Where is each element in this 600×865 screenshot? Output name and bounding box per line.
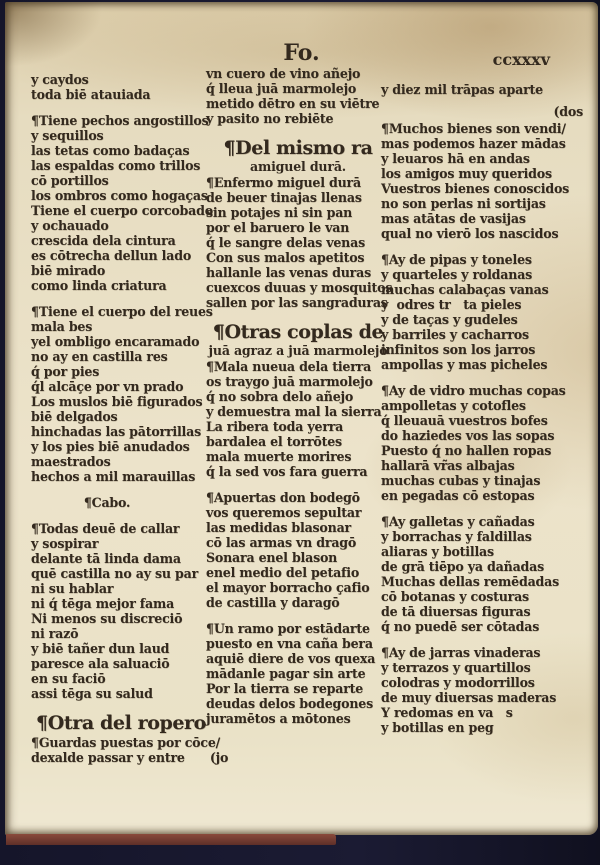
text-line: ni razō	[31, 626, 79, 641]
verse-block	[381, 121, 583, 241]
text-line: mādanle pagar sin arte	[206, 666, 366, 681]
text-line: y botillas en peg	[381, 720, 494, 735]
text-line: cō botanas y costuras	[381, 589, 529, 604]
text-line: quē castilla no ay su par	[31, 566, 199, 581]
text-line: mas atātas de vasijas	[381, 211, 526, 226]
text-line: Sonara enel blason	[206, 550, 338, 565]
text-line: hallarā vr̃as albajas	[381, 458, 515, 473]
text-line: las espaldas como trillos	[31, 158, 201, 173]
text-column-right	[381, 82, 583, 746]
verse-block	[381, 82, 583, 97]
text-line: deudas delos bodegones	[206, 696, 373, 711]
section-heading	[206, 321, 390, 358]
text-line: aliaras y botillas	[381, 544, 494, 559]
text-column-left	[31, 72, 229, 776]
text-line: ¶Ay de jarras vinaderas	[381, 645, 541, 660]
text-line: Tiene el cuerpo corcobado	[31, 203, 213, 218]
text-line: toda biē atauiada	[31, 87, 151, 102]
text-line: ¶Guardas puestas por cōce/	[31, 735, 221, 750]
text-line: q́ la sed vos fara guerra	[206, 464, 368, 479]
text-line: ¶Tiene pechos angostillos	[31, 113, 209, 128]
text-line: q́l alcāçe por vn prado	[31, 379, 184, 394]
text-line: Con sus malos apetitos	[206, 250, 365, 265]
text-line: y quarteles y roldanas	[381, 267, 533, 282]
verse-block	[206, 490, 390, 610]
text-line: sin potajes ni sin pan	[206, 205, 353, 220]
text-line: en su faciō	[31, 671, 106, 686]
text-line: ni q́ tēga mejor fama	[31, 596, 175, 611]
text-line: yel ombligo encaramado	[31, 334, 200, 349]
text-line: ampollas y mas picheles	[381, 357, 548, 372]
text-line: ¶Todas deuē de callar	[31, 521, 180, 536]
text-line: y borrachas y faldillas	[381, 529, 532, 544]
text-line: puesto en vna caña bera	[206, 636, 373, 651]
text-line: ¶Ay de vidro muchas copas	[381, 383, 566, 398]
text-line: y los pies biē anudados	[31, 439, 190, 454]
text-line: y leuaros hā en andas	[381, 151, 530, 166]
text-line: q́ no sobra delo añejo	[206, 389, 354, 404]
heading-subtext: juā agraz a juā marmolejo	[208, 343, 388, 358]
text-line: q́ lleuauā vuestros bofes	[381, 413, 548, 428]
text-line: hechos a mil marauillas	[31, 469, 196, 484]
text-line: de grā tiēpo ya dañadas	[381, 559, 544, 574]
text-line: y terrazos y quartillos	[381, 660, 531, 675]
text-line: y de taças y gudeles	[381, 312, 518, 327]
verse-block	[381, 383, 583, 503]
text-line: bardalea el torrōtes	[206, 434, 342, 449]
verse-block	[206, 359, 390, 479]
text-line: cō las armas vn dragō	[206, 535, 357, 550]
text-line: las medidas blasonar	[206, 520, 351, 535]
text-line: y demuestra mal la sierra	[206, 404, 382, 419]
text-line: Vuestros bienes conoscidos	[381, 181, 570, 196]
text-line: crescida dela cintura	[31, 233, 176, 248]
text-line: cō portillos	[31, 173, 109, 188]
text-line: q́ no puedē ser cōtadas	[381, 619, 540, 634]
centered-caption	[31, 495, 211, 510]
text-line: los ombros como hogaças	[31, 188, 208, 203]
text-line: hallanle las venas duras	[206, 265, 371, 280]
text-line: y sospirar	[31, 536, 99, 551]
verse-block	[31, 304, 211, 484]
text-line: Puesto q́ no hallen ropas	[381, 443, 552, 458]
text-line: q́ lleua juā marmolejo	[206, 81, 357, 96]
text-line: ¶Apuertas don bodegō	[206, 490, 360, 505]
heading-text: ¶Del mismo ra	[223, 137, 373, 159]
text-line: hinchadas las pātorrillas	[31, 424, 201, 439]
text-line: dexalde passar y entre (jo	[31, 750, 229, 765]
section-heading	[31, 712, 211, 734]
text-line: ni su hablar	[31, 581, 114, 596]
text-line: ¶Tiene el cuerpo del reues	[31, 304, 213, 319]
text-line: metido dētro en su viētre	[206, 96, 380, 111]
text-line: mas podemos hazer mādas	[381, 136, 566, 151]
text-line: ¶Ay de pipas y toneles	[381, 252, 532, 267]
text-line: qual no vierō los nascidos	[381, 226, 559, 241]
text-line: vn cuero de vino añejo	[206, 66, 361, 81]
text-line: el mayor borracho çafio	[206, 580, 370, 595]
heading-subtext: amiguel durā.	[250, 159, 346, 174]
text-line: Muchas dellas remēdadas	[381, 574, 559, 589]
text-line: q́ le sangre delas venas	[206, 235, 365, 250]
text-line: por el baruero le van	[206, 220, 350, 235]
text-line: es cōtrecha dellun lado	[31, 248, 192, 263]
folio-label: Fo.	[283, 40, 320, 66]
verse-block	[31, 521, 211, 701]
text-line: Los muslos biē figurados	[31, 394, 203, 409]
text-line: mala muerte morires	[206, 449, 352, 464]
verse-block	[381, 252, 583, 372]
text-line: las tetas como badaças	[31, 143, 190, 158]
text-line: de tā diuersas figuras	[381, 604, 531, 619]
text-line: muchas calabaças vanas	[381, 282, 549, 297]
text-line: muchas cubas y tinajas	[381, 473, 541, 488]
text-line: y odres tr ta pieles	[381, 297, 522, 312]
text-line: de muy diuersas maderas	[381, 690, 557, 705]
verse-block	[206, 66, 390, 126]
verse-block	[206, 621, 390, 726]
text-line: ampolletas y cotofles	[381, 398, 526, 413]
text-line: do haziedes vos las sopas	[381, 428, 555, 443]
text-line: enel medio del petafio	[206, 565, 360, 580]
text-line: en pegadas cō estopas	[381, 488, 535, 503]
text-line: q́ por pies	[31, 364, 100, 379]
text-line: maestrados	[31, 454, 111, 469]
text-line: no son perlas ni sortijas	[381, 196, 546, 211]
text-line: y caydos	[31, 72, 89, 87]
text-line: y biē tañer dun laud	[31, 641, 170, 656]
text-line: Y redomas en va s	[381, 705, 513, 720]
text-line: de beuer tinajas llenas	[206, 190, 362, 205]
text-line: paresce ala saluaciō	[31, 656, 170, 671]
text-line: Ni menos su discreciō	[31, 611, 183, 626]
text-line: mala bes	[31, 319, 93, 334]
book-edge-strip	[6, 834, 336, 845]
text-column-middle	[206, 66, 393, 737]
text-line: ¶Cabo.	[83, 495, 131, 510]
text-line: no ay en castilla res	[31, 349, 168, 364]
text-line: ¶Enfermo miguel durā	[206, 175, 361, 190]
verse-block	[381, 645, 583, 735]
text-line: (dos	[553, 104, 583, 119]
text-line: Por la tierra se reparte	[206, 681, 364, 696]
folio-number: ccxxxv	[492, 50, 550, 69]
text-line: assi tēga su salud	[31, 686, 153, 701]
verse-block	[31, 113, 211, 293]
text-line: ¶Ay galletas y cañadas	[381, 514, 535, 529]
book-page	[5, 2, 598, 835]
verse-block	[31, 735, 229, 765]
verse-block	[31, 72, 211, 102]
text-line: y barriles y cacharros	[381, 327, 529, 342]
text-line: ¶Mala nueua dela tierra	[206, 359, 372, 374]
text-line: cuexcos duuas y mosquitos	[206, 280, 393, 295]
text-line: delante tā linda dama	[31, 551, 181, 566]
section-heading	[206, 137, 390, 174]
text-line: colodras y modorrillos	[381, 675, 535, 690]
text-line: los amigos muy queridos	[381, 166, 552, 181]
text-line: os traygo juā marmolejo	[206, 374, 373, 389]
heading-text: ¶Otra del ropero	[36, 712, 206, 734]
text-line: y ochauado	[31, 218, 109, 233]
text-line: y sequillos	[31, 128, 104, 143]
text-line: y diez mil trāpas aparte	[381, 82, 543, 97]
text-line: biē mirado	[31, 263, 106, 278]
catchword	[381, 104, 583, 119]
verse-block	[206, 175, 393, 310]
text-line: sallen por las sangraduras	[206, 295, 388, 310]
text-line: como linda criatura	[31, 278, 167, 293]
text-line: La ribera toda yerra	[206, 419, 344, 434]
text-line: ¶Un ramo por estādarte	[206, 621, 370, 636]
text-line: juramētos a mōtones	[206, 711, 351, 726]
text-line: de castilla y daragō	[206, 595, 340, 610]
text-line: vos queremos sepultar	[206, 505, 362, 520]
text-line: ¶Muchos bienes son vendi/	[381, 121, 566, 136]
verse-block	[381, 514, 583, 634]
text-line: infinitos son los jarros	[381, 342, 536, 357]
text-line: y pasito no rebiēte	[206, 111, 334, 126]
text-line: biē delgados	[31, 409, 118, 424]
text-line: aquiē diere de vos quexa	[206, 651, 376, 666]
heading-text: ¶Otras coplas de	[212, 321, 384, 343]
